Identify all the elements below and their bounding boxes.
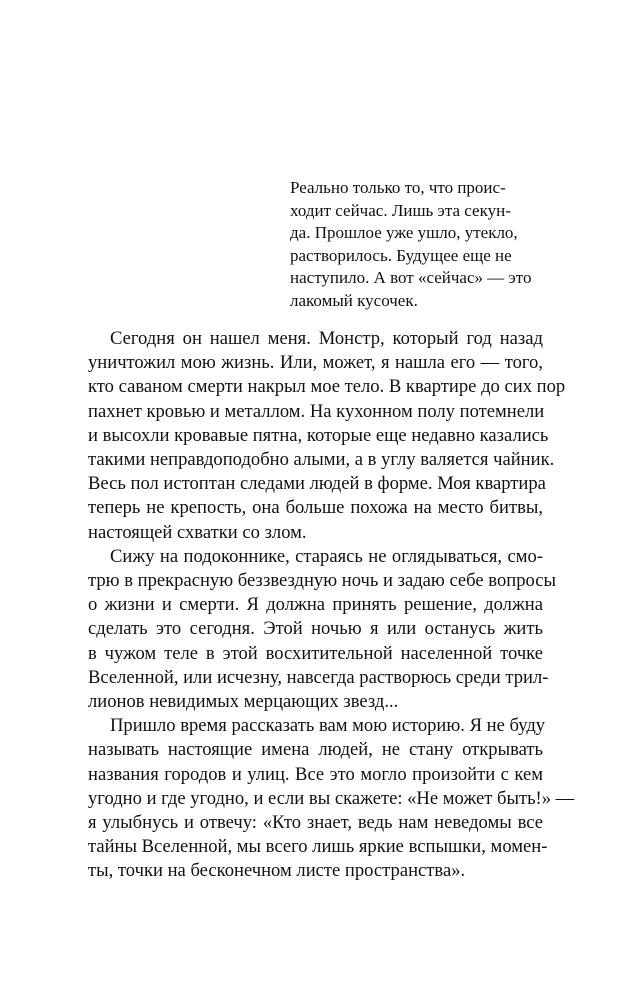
text-line: Весь пол истоптан следами людей в форме. Моя квартира [88, 473, 546, 495]
paragraph-3 [88, 714, 575, 883]
text-line: уничтожил мою жизнь. Или, может, я нашла его — того, [88, 352, 543, 374]
text-line: лионов невидимых мерцающих звезд... [88, 691, 399, 713]
text-line: в чужом теле в этой восхитительной населенной точке [88, 642, 543, 664]
text-line: кто саваном смерти накрыл мое тело. В квартире до сих пор [88, 376, 566, 398]
paragraph-2 [88, 545, 557, 714]
text-line: Сижу на подоконнике, стараясь не оглядываться, смо- [110, 545, 543, 567]
epigraph-line: лакомый кусочек. [290, 290, 418, 310]
text-line: названия городов и улиц. Все это могло произойти с кем [88, 763, 543, 785]
text-line: трю в прекрасную беззвездную ночь и задаю себе вопросы [88, 570, 557, 592]
epigraph-line: растворилось. Будущее еще не [290, 245, 512, 265]
text-line: называть настоящие имена людей, не стану открывать [88, 739, 543, 761]
epigraph-line: ходит сейчас. Лишь эта секун- [290, 200, 511, 220]
text-line: сделать это сегодня. Этой ночью я или останусь жить [88, 618, 543, 640]
text-line: теперь не крепость, она больше похожа на место битвы, [88, 497, 543, 519]
epigraph-line: да. Прошлое уже ушло, утекло, [290, 223, 518, 242]
text-line: пахнет кровью и металлом. На кухонном полу потемнели [88, 400, 545, 422]
epigraph-line: наступило. А вот «сейчас» — это [290, 268, 532, 287]
epigraph-line: Реально только то, что проис- [290, 178, 506, 197]
text-line: тайны Вселенной, мы всего лишь яркие вспышки, момен- [88, 836, 548, 858]
body-text [88, 327, 575, 884]
text-line: Вселенной, или исчезну, навсегда растворюсь среди трил- [88, 666, 549, 688]
text-line: Сегодня он нашел меня. Монстр, который год назад [110, 328, 543, 349]
text-line: угодно и где угодно, и если вы скажете: «Не может быть!» — [88, 787, 575, 809]
text-line: такими неправдоподобно алыми, а в углу валяется чайник. [88, 449, 555, 471]
paragraph-1 [88, 327, 566, 545]
text-line: настоящей схватки со злом. [88, 521, 307, 543]
text-line: Пришло время рассказать вам мою историю. Я не буду [110, 715, 546, 737]
text-line: ты, точки на бесконечном листе пространства». [88, 860, 466, 882]
text-line: о жизни и смерти. Я должна принять решение, должна [88, 594, 543, 616]
epigraph [290, 177, 530, 312]
text-line: и высохли кровавые пятна, которые еще недавно казались [88, 424, 549, 446]
text-line: я улыбнусь и отвечу: «Кто знает, ведь нам неведомы все [88, 812, 543, 834]
